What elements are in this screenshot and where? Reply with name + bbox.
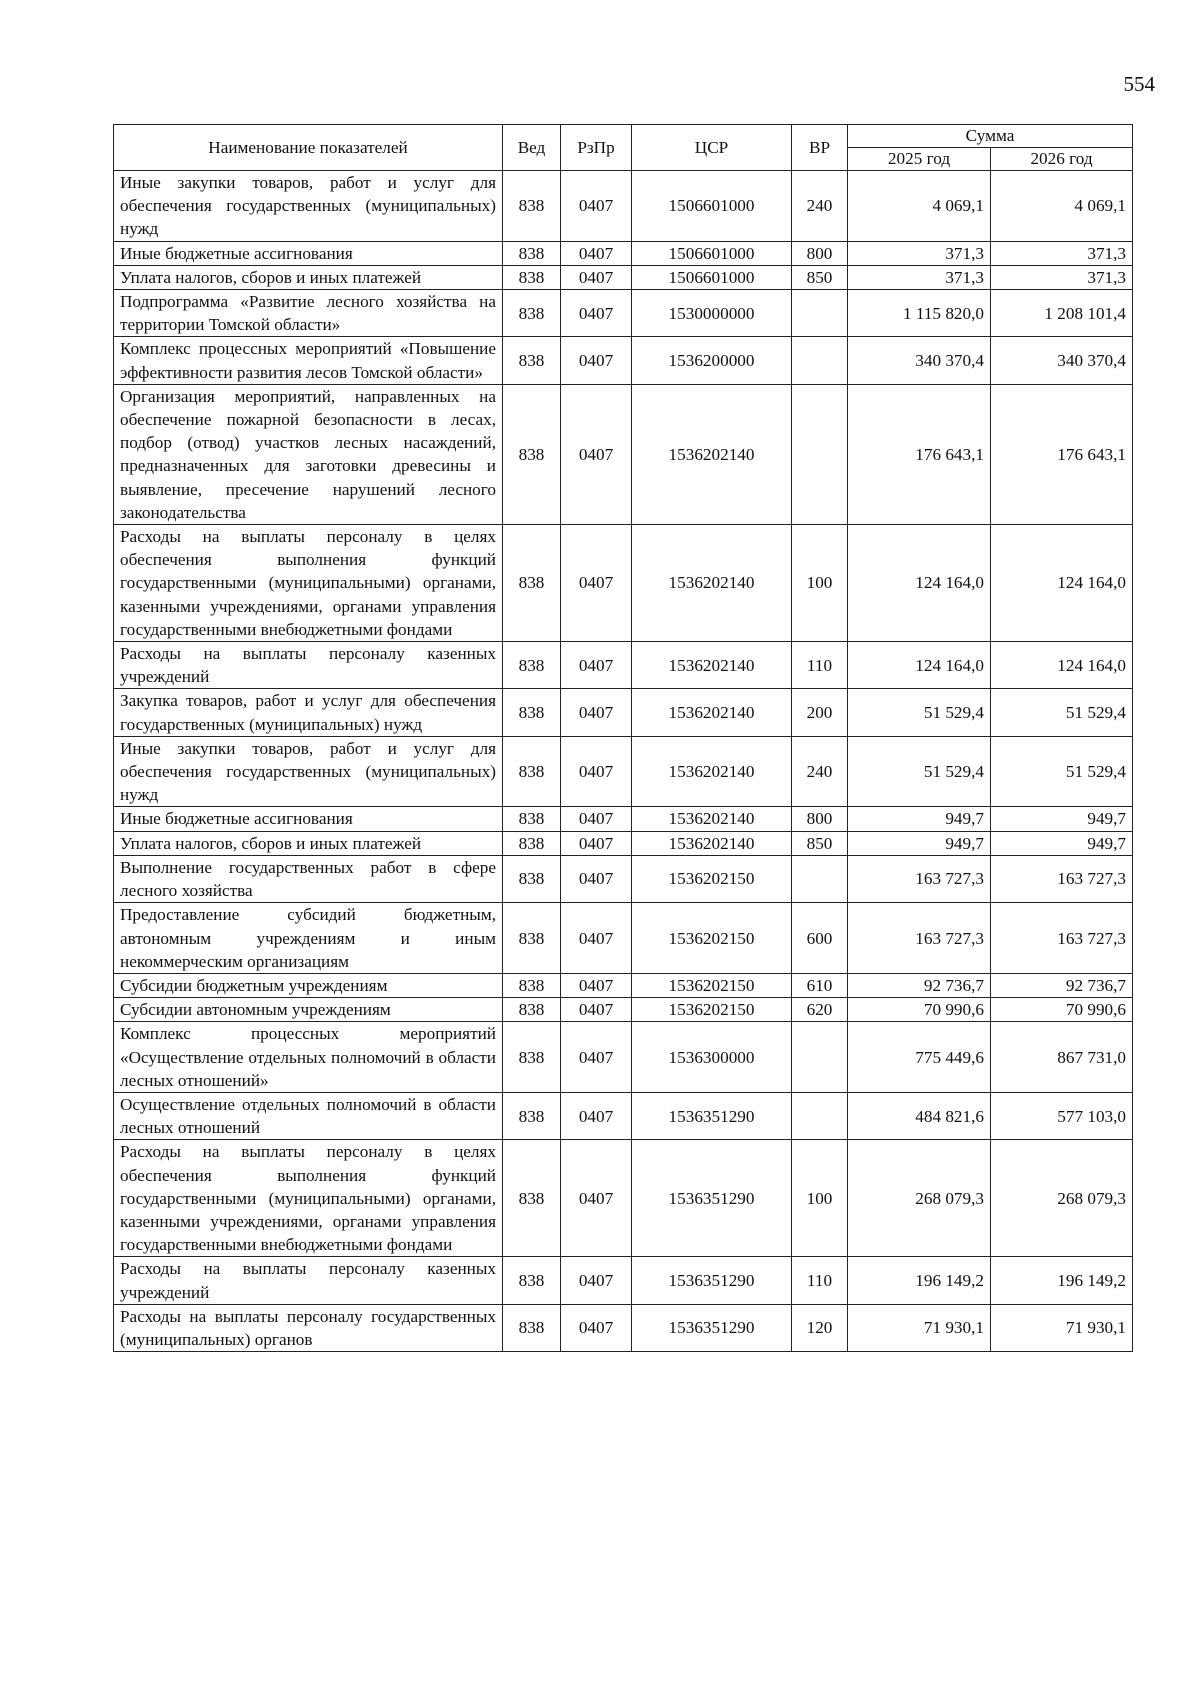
cell-vr xyxy=(792,855,848,902)
cell-csr: 1536351290 xyxy=(632,1257,792,1304)
cell-name: Субсидии автономным учреждениям xyxy=(114,998,503,1022)
cell-vr: 110 xyxy=(792,642,848,689)
cell-rzpr: 0407 xyxy=(561,337,632,384)
cell-rzpr: 0407 xyxy=(561,642,632,689)
cell-ved: 838 xyxy=(503,973,561,997)
cell-ved: 838 xyxy=(503,1304,561,1351)
cell-csr: 1536202140 xyxy=(632,525,792,642)
cell-sum-2025: 92 736,7 xyxy=(848,973,991,997)
cell-sum-2026: 340 370,4 xyxy=(991,337,1133,384)
cell-csr: 1530000000 xyxy=(632,290,792,337)
cell-sum-2026: 92 736,7 xyxy=(991,973,1133,997)
cell-rzpr: 0407 xyxy=(561,1022,632,1093)
cell-ved: 838 xyxy=(503,337,561,384)
cell-sum-2026: 268 079,3 xyxy=(991,1140,1133,1257)
cell-vr xyxy=(792,1092,848,1139)
cell-csr: 1536351290 xyxy=(632,1140,792,1257)
cell-name: Расходы на выплаты персоналу в целях обеспечения выполнения функций государственными (муниципальными) органами, казенными учреждениями, органами управления государственными внебюджетными фондами xyxy=(114,525,503,642)
cell-rzpr: 0407 xyxy=(561,384,632,524)
cell-rzpr: 0407 xyxy=(561,171,632,242)
cell-sum-2026: 124 164,0 xyxy=(991,642,1133,689)
cell-rzpr: 0407 xyxy=(561,1257,632,1304)
cell-vr: 600 xyxy=(792,903,848,974)
cell-sum-2025: 163 727,3 xyxy=(848,903,991,974)
cell-sum-2026: 4 069,1 xyxy=(991,171,1133,242)
table-row xyxy=(114,1140,1133,1257)
cell-sum-2026: 124 164,0 xyxy=(991,525,1133,642)
cell-csr: 1536202150 xyxy=(632,973,792,997)
cell-sum-2026: 176 643,1 xyxy=(991,384,1133,524)
page-number: 554 xyxy=(1123,72,1155,96)
cell-name: Расходы на выплаты персоналу казенных учреждений xyxy=(114,642,503,689)
cell-rzpr: 0407 xyxy=(561,736,632,807)
cell-rzpr: 0407 xyxy=(561,290,632,337)
cell-name: Комплекс процессных мероприятий «Повышение эффективности развития лесов Томской области» xyxy=(114,337,503,384)
table-row xyxy=(114,642,1133,689)
cell-csr: 1536202150 xyxy=(632,998,792,1022)
cell-vr: 610 xyxy=(792,973,848,997)
header-year-2026: 2026 год xyxy=(991,148,1133,171)
cell-ved: 838 xyxy=(503,831,561,855)
cell-vr xyxy=(792,290,848,337)
cell-ved: 838 xyxy=(503,807,561,831)
cell-ved: 838 xyxy=(503,171,561,242)
cell-sum-2025: 775 449,6 xyxy=(848,1022,991,1093)
cell-sum-2025: 340 370,4 xyxy=(848,337,991,384)
cell-rzpr: 0407 xyxy=(561,903,632,974)
cell-ved: 838 xyxy=(503,855,561,902)
cell-name: Предоставление субсидий бюджетным, автономным учреждениям и иным некоммерческим организациям xyxy=(114,903,503,974)
cell-name: Расходы на выплаты персоналу государственных (муниципальных) органов xyxy=(114,1304,503,1351)
table-row xyxy=(114,736,1133,807)
table-row xyxy=(114,1092,1133,1139)
table-row xyxy=(114,1304,1133,1351)
cell-rzpr: 0407 xyxy=(561,241,632,265)
cell-csr: 1536200000 xyxy=(632,337,792,384)
cell-csr: 1536351290 xyxy=(632,1092,792,1139)
table-body xyxy=(114,171,1133,1352)
cell-vr xyxy=(792,337,848,384)
cell-rzpr: 0407 xyxy=(561,1140,632,1257)
cell-sum-2026: 71 930,1 xyxy=(991,1304,1133,1351)
cell-sum-2026: 51 529,4 xyxy=(991,736,1133,807)
cell-sum-2026: 51 529,4 xyxy=(991,689,1133,736)
cell-ved: 838 xyxy=(503,998,561,1022)
cell-sum-2026: 163 727,3 xyxy=(991,855,1133,902)
header-year-2025: 2025 год xyxy=(848,148,991,171)
cell-sum-2025: 163 727,3 xyxy=(848,855,991,902)
cell-csr: 1536202140 xyxy=(632,736,792,807)
cell-vr: 240 xyxy=(792,736,848,807)
cell-sum-2025: 371,3 xyxy=(848,241,991,265)
cell-vr xyxy=(792,1022,848,1093)
header-vr: ВР xyxy=(792,125,848,171)
table-row xyxy=(114,265,1133,289)
cell-sum-2025: 371,3 xyxy=(848,265,991,289)
cell-ved: 838 xyxy=(503,642,561,689)
header-csr: ЦСР xyxy=(632,125,792,171)
header-name: Наименование показателей xyxy=(114,125,503,171)
header-rzpr: РзПр xyxy=(561,125,632,171)
table-row xyxy=(114,384,1133,524)
cell-sum-2026: 577 103,0 xyxy=(991,1092,1133,1139)
cell-vr: 850 xyxy=(792,265,848,289)
table-row xyxy=(114,290,1133,337)
header-ved: Вед xyxy=(503,125,561,171)
cell-sum-2026: 867 731,0 xyxy=(991,1022,1133,1093)
cell-sum-2026: 371,3 xyxy=(991,241,1133,265)
cell-rzpr: 0407 xyxy=(561,265,632,289)
cell-sum-2026: 163 727,3 xyxy=(991,903,1133,974)
cell-vr: 200 xyxy=(792,689,848,736)
table-row xyxy=(114,337,1133,384)
table-row xyxy=(114,831,1133,855)
table-row xyxy=(114,241,1133,265)
cell-name: Закупка товаров, работ и услуг для обеспечения государственных (муниципальных) нужд xyxy=(114,689,503,736)
cell-rzpr: 0407 xyxy=(561,525,632,642)
cell-csr: 1536202140 xyxy=(632,689,792,736)
table-row xyxy=(114,1257,1133,1304)
cell-sum-2025: 51 529,4 xyxy=(848,736,991,807)
cell-sum-2025: 70 990,6 xyxy=(848,998,991,1022)
table-row xyxy=(114,1022,1133,1093)
cell-name: Подпрограмма «Развитие лесного хозяйства на территории Томской области» xyxy=(114,290,503,337)
cell-sum-2026: 949,7 xyxy=(991,807,1133,831)
cell-name: Расходы на выплаты персоналу в целях обеспечения выполнения функций государственными (муниципальными) органами, казенными учреждениями, органами управления государственными внебюджетными фондами xyxy=(114,1140,503,1257)
cell-name: Иные бюджетные ассигнования xyxy=(114,241,503,265)
table-row xyxy=(114,855,1133,902)
cell-ved: 838 xyxy=(503,1257,561,1304)
budget-table xyxy=(113,124,1133,1352)
cell-name: Выполнение государственных работ в сфере лесного хозяйства xyxy=(114,855,503,902)
cell-vr: 850 xyxy=(792,831,848,855)
cell-vr xyxy=(792,384,848,524)
cell-sum-2025: 4 069,1 xyxy=(848,171,991,242)
cell-csr: 1536202150 xyxy=(632,855,792,902)
cell-vr: 110 xyxy=(792,1257,848,1304)
cell-ved: 838 xyxy=(503,1022,561,1093)
cell-ved: 838 xyxy=(503,1092,561,1139)
cell-ved: 838 xyxy=(503,384,561,524)
cell-sum-2025: 71 930,1 xyxy=(848,1304,991,1351)
cell-csr: 1536300000 xyxy=(632,1022,792,1093)
cell-rzpr: 0407 xyxy=(561,855,632,902)
cell-sum-2025: 268 079,3 xyxy=(848,1140,991,1257)
cell-sum-2026: 70 990,6 xyxy=(991,998,1133,1022)
cell-rzpr: 0407 xyxy=(561,831,632,855)
cell-sum-2025: 196 149,2 xyxy=(848,1257,991,1304)
table-row xyxy=(114,689,1133,736)
cell-name: Иные бюджетные ассигнования xyxy=(114,807,503,831)
cell-name: Уплата налогов, сборов и иных платежей xyxy=(114,831,503,855)
header-sum: Сумма xyxy=(848,125,1133,148)
cell-sum-2025: 51 529,4 xyxy=(848,689,991,736)
cell-csr: 1536202140 xyxy=(632,807,792,831)
cell-name: Расходы на выплаты персоналу казенных учреждений xyxy=(114,1257,503,1304)
cell-sum-2026: 949,7 xyxy=(991,831,1133,855)
table-row xyxy=(114,525,1133,642)
cell-name: Осуществление отдельных полномочий в области лесных отношений xyxy=(114,1092,503,1139)
cell-vr: 800 xyxy=(792,807,848,831)
cell-name: Иные закупки товаров, работ и услуг для обеспечения государственных (муниципальных) нужд xyxy=(114,736,503,807)
cell-csr: 1506601000 xyxy=(632,241,792,265)
cell-sum-2026: 371,3 xyxy=(991,265,1133,289)
table-row xyxy=(114,171,1133,242)
cell-name: Уплата налогов, сборов и иных платежей xyxy=(114,265,503,289)
cell-rzpr: 0407 xyxy=(561,689,632,736)
cell-name: Иные закупки товаров, работ и услуг для обеспечения государственных (муниципальных) нужд xyxy=(114,171,503,242)
table-header xyxy=(114,125,1133,171)
cell-ved: 838 xyxy=(503,1140,561,1257)
cell-rzpr: 0407 xyxy=(561,1092,632,1139)
table-row xyxy=(114,903,1133,974)
cell-ved: 838 xyxy=(503,290,561,337)
table-row xyxy=(114,807,1133,831)
cell-vr: 620 xyxy=(792,998,848,1022)
cell-sum-2026: 196 149,2 xyxy=(991,1257,1133,1304)
cell-vr: 120 xyxy=(792,1304,848,1351)
cell-rzpr: 0407 xyxy=(561,807,632,831)
cell-sum-2025: 484 821,6 xyxy=(848,1092,991,1139)
cell-ved: 838 xyxy=(503,525,561,642)
cell-sum-2025: 1 115 820,0 xyxy=(848,290,991,337)
cell-rzpr: 0407 xyxy=(561,973,632,997)
cell-ved: 838 xyxy=(503,241,561,265)
cell-csr: 1536202140 xyxy=(632,384,792,524)
table-row xyxy=(114,973,1133,997)
cell-vr: 240 xyxy=(792,171,848,242)
cell-sum-2025: 124 164,0 xyxy=(848,525,991,642)
cell-sum-2025: 949,7 xyxy=(848,807,991,831)
cell-vr: 100 xyxy=(792,1140,848,1257)
cell-ved: 838 xyxy=(503,689,561,736)
cell-csr: 1506601000 xyxy=(632,265,792,289)
cell-name: Организация мероприятий, направленных на обеспечение пожарной безопасности в лесах, подбор (отвод) участков лесных насаждений, предназначенных для заготовки древесины и выявление, пресечение нарушений лесного законодательства xyxy=(114,384,503,524)
cell-sum-2026: 1 208 101,4 xyxy=(991,290,1133,337)
cell-sum-2025: 124 164,0 xyxy=(848,642,991,689)
cell-csr: 1536202150 xyxy=(632,903,792,974)
cell-ved: 838 xyxy=(503,736,561,807)
cell-ved: 838 xyxy=(503,903,561,974)
cell-rzpr: 0407 xyxy=(561,998,632,1022)
cell-vr: 100 xyxy=(792,525,848,642)
cell-csr: 1536351290 xyxy=(632,1304,792,1351)
cell-csr: 1536202140 xyxy=(632,831,792,855)
cell-name: Субсидии бюджетным учреждениям xyxy=(114,973,503,997)
cell-rzpr: 0407 xyxy=(561,1304,632,1351)
cell-vr: 800 xyxy=(792,241,848,265)
table-row xyxy=(114,998,1133,1022)
cell-name: Комплекс процессных мероприятий «Осуществление отдельных полномочий в области лесных отношений» xyxy=(114,1022,503,1093)
cell-ved: 838 xyxy=(503,265,561,289)
cell-sum-2025: 949,7 xyxy=(848,831,991,855)
cell-csr: 1536202140 xyxy=(632,642,792,689)
cell-csr: 1506601000 xyxy=(632,171,792,242)
cell-sum-2025: 176 643,1 xyxy=(848,384,991,524)
